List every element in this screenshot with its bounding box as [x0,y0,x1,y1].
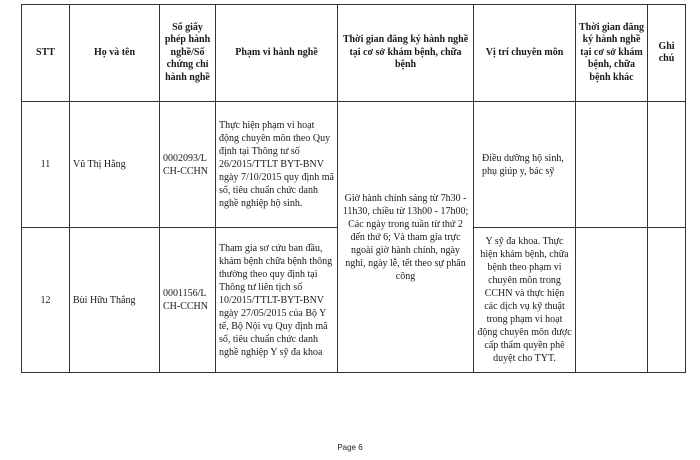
row-position: Y sỹ đa khoa. Thực hiện khám bệnh, chữa bệnh theo phạm vi chuyên môn trong CCHN và thực hiện các dịch vụ kỹ thuật trong phạm vi hoạt động chuyên môn được cấp thẩm quyền phê duyệt cho TYT. [474,228,576,373]
header-time: Thời gian đăng ký hành nghề tại cơ sở khám bệnh, chữa bệnh [338,5,474,102]
row-other-time [576,102,648,228]
header-other-time: Thời gian đăng ký hành nghề tại cơ sở khám bệnh, chữa bệnh khác [576,5,648,102]
table-header-row [22,5,686,102]
row-name: Bùi Hữu Thắng [70,228,160,373]
header-scope: Phạm vi hành nghề [216,5,338,102]
header-position: Vị trí chuyên môn [474,5,576,102]
row-note [648,228,686,373]
row-name: Vũ Thị Hằng [70,102,160,228]
row-license: 0002093/LCH-CCHN [160,102,216,228]
row-scope: Tham gia sơ cứu ban đầu, khám bệnh chữa bệnh thông thường theo quy định tại Thông tư liên tịch số 10/2015/TTLT-BYT-BNV ngày 27/05/2015 của Bộ Y tế, Bộ Nội vụ Quy định mã số, tiêu chuẩn chức danh nghề nghiệp Y sỹ đa khoa [216,228,338,373]
row-scope: Thực hiện phạm vi hoạt động chuyên môn theo Quy định tại Thông tư số 26/2015/TTLT BYT-BNV ngày 7/10/2015 quy định mã số, tiêu chuẩn chức danh nghề nghiệp hộ sinh. [216,102,338,228]
practitioner-table [21,4,686,373]
row-other-time [576,228,648,373]
header-note: Ghi chú [648,5,686,102]
row-stt: 12 [22,228,70,373]
table-row [22,102,686,228]
header-license: Số giấy phép hành nghề/Số chứng chỉ hành nghề [160,5,216,102]
row-position: Điều dưỡng hộ sinh, phụ giúp y, bác sỹ [474,102,576,228]
row-note [648,102,686,228]
header-stt: STT [22,5,70,102]
row-license: 0001156/LCH-CCHN [160,228,216,373]
page-number: Page 6 [337,443,363,452]
header-name: Họ và tên [70,5,160,102]
shared-time-cell: Giờ hành chính sáng từ 7h30 - 11h30, chiều từ 13h00 - 17h00; Các ngày trong tuần từ thứ 2 đến thứ 6; Và tham gia trực ngoài giờ hành chính, ngày nghỉ, ngày lễ, tết theo sự phân công [338,102,474,373]
row-stt: 11 [22,102,70,228]
